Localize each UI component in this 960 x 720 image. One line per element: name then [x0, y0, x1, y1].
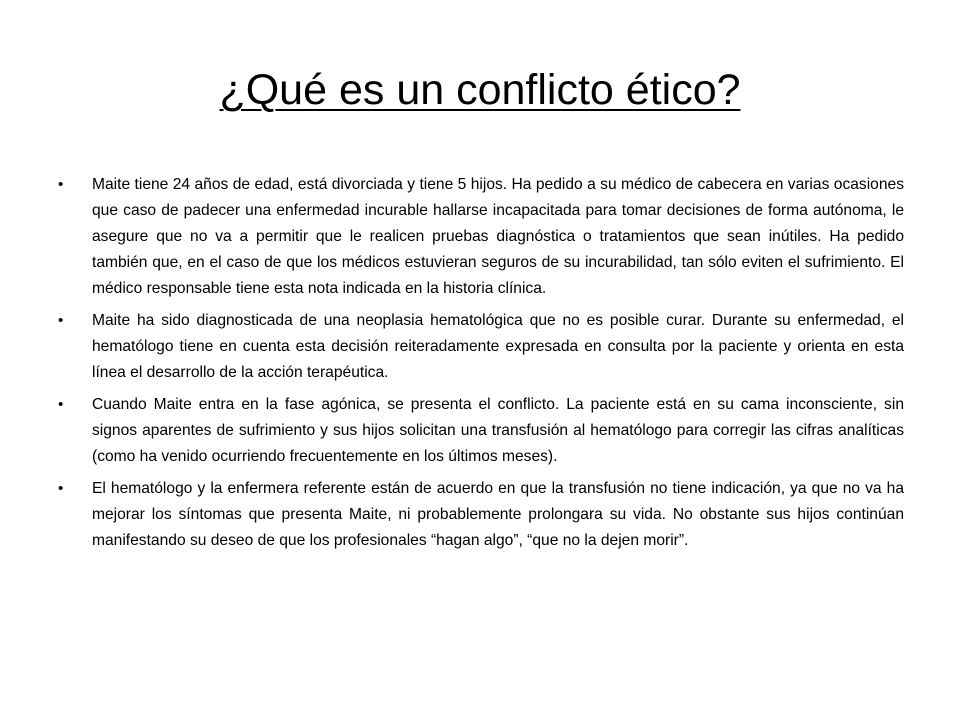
bullet-item-2 — [58, 308, 904, 386]
bullet-text: El hematólogo y la enfermera referente están de acuerdo en que la transfusión no tiene indicación, ya que no va ha mejorar los síntomas que presenta Maite, ni probablemente prolongara su vida. No obstante sus hijos continúan manifestando su deseo de que los profesionales “hagan algo”, “que no la dejen morir”. — [92, 480, 904, 549]
slide-title: ¿Qué es un conflicto ético? — [219, 66, 741, 114]
bullet-text: Maite ha sido diagnosticada de una neoplasia hematológica que no es posible curar. Durante su enfermedad, el hematólogo tiene en cuenta esta decisión reiteradamente expresada en consulta por la paciente y orienta en esta línea el desarrollo de la acción terapéutica. — [92, 312, 904, 381]
bullet-icon: • — [58, 312, 64, 329]
bullet-text: Cuando Maite entra en la fase agónica, se presenta el conflicto. La paciente está en su cama inconsciente, sin signos aparentes de sufrimiento y sus hijos solicitan una transfusión al hematólogo para corregir las cifras analíticas (como ha venido ocurriendo frecuentemente en los últimos meses). — [92, 396, 904, 465]
bullet-text: Maite tiene 24 años de edad, está divorciada y tiene 5 hijos. Ha pedido a su médico de cabecera en varias ocasiones que caso de padecer una enfermedad incurable hallarse incapacitada para tomar decisiones de forma autónoma, le asegure que no va a permitir que le realicen pruebas diagnóstica o tratamientos que sean inútiles. Ha pedido también que, en el caso de que los médicos estuvieran seguros de su incurabilidad, tan sólo eviten el sufrimiento. El médico responsable tiene esta nota indicada en la historia clínica. — [92, 176, 904, 297]
bullet-item-3 — [58, 392, 904, 470]
bullet-item-4 — [58, 476, 904, 554]
bullet-item-1 — [58, 172, 904, 302]
bullet-icon: • — [58, 396, 64, 413]
bullet-icon: • — [58, 480, 64, 497]
bullet-list — [58, 172, 904, 560]
bullet-icon: • — [58, 176, 64, 193]
